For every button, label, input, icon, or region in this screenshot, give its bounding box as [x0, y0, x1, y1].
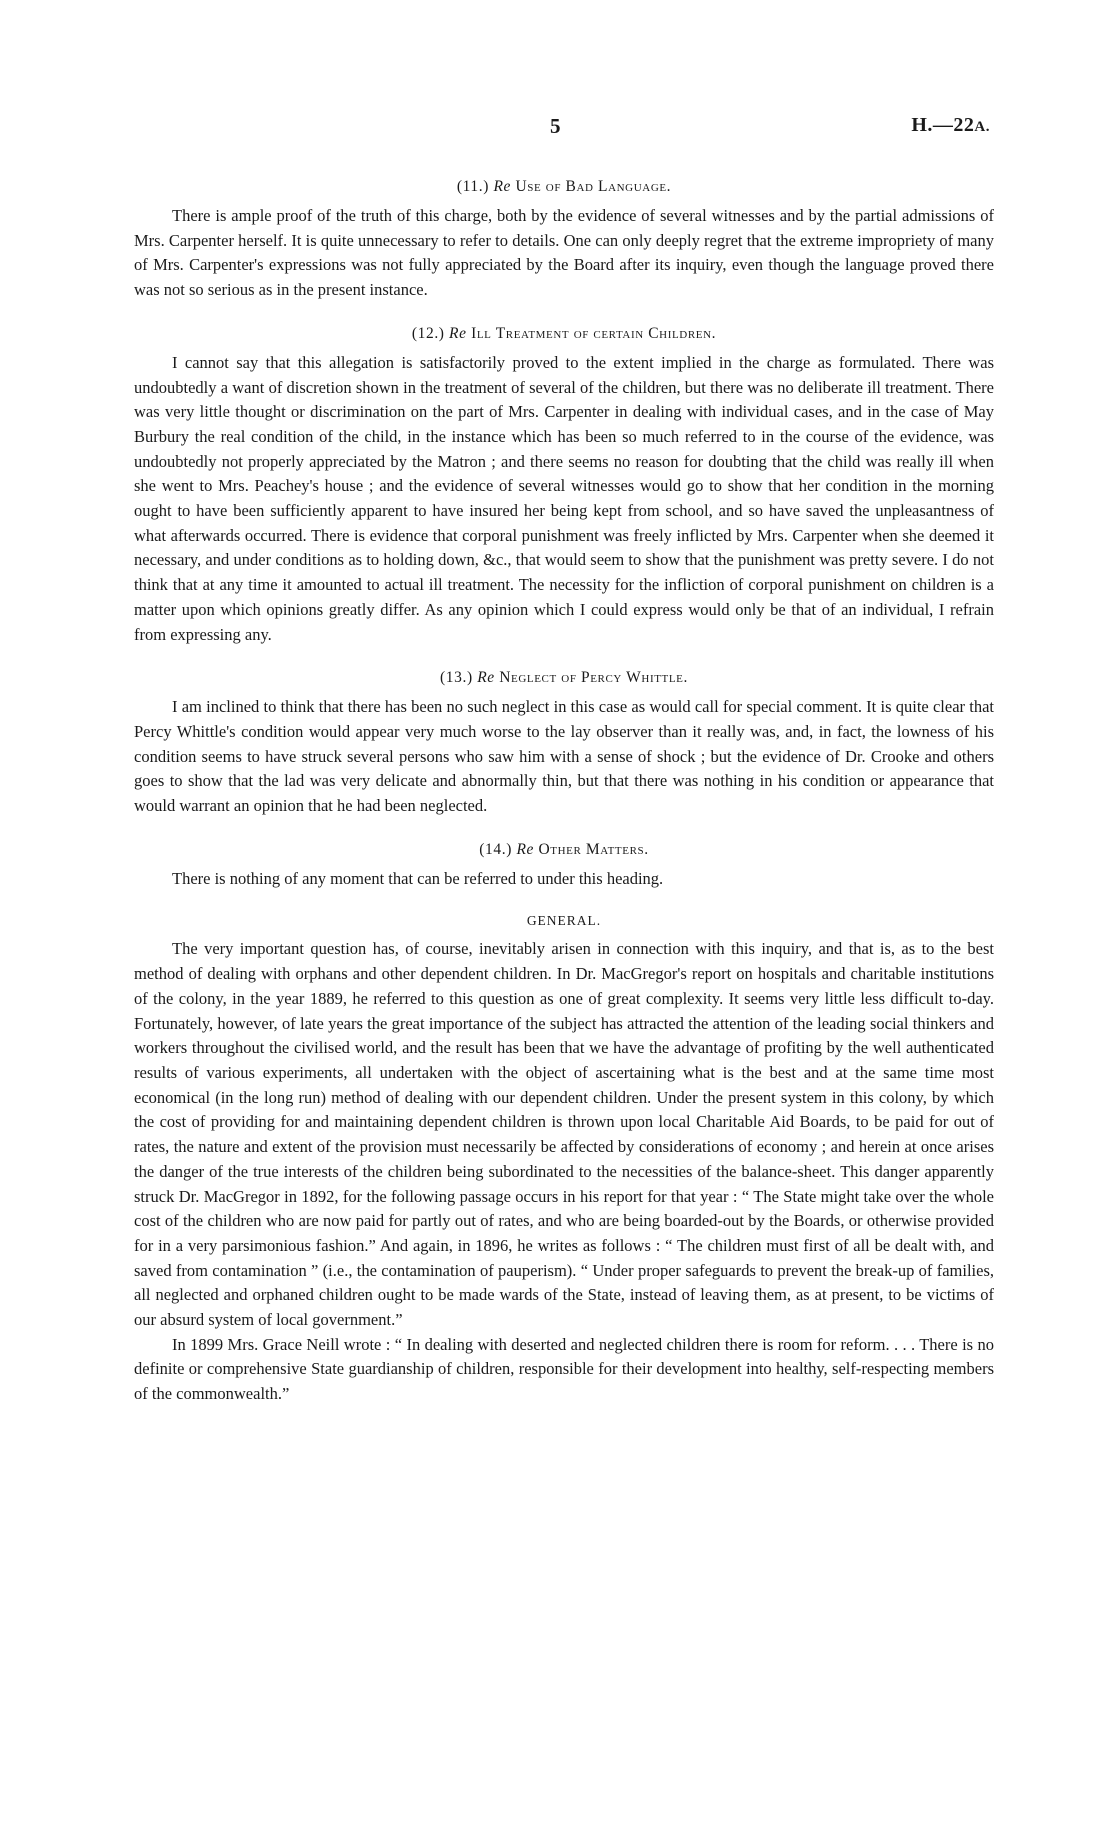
- section-re: Re: [477, 669, 495, 687]
- section-heading: [134, 178, 994, 196]
- section-title: Other Matters.: [538, 840, 649, 858]
- document-reference-main: H.—22: [911, 114, 975, 136]
- section-re: Re: [449, 324, 467, 342]
- page-number: 5: [550, 114, 561, 138]
- paragraph: In 1899 Mrs. Grace Neill wrote : “ In dealing with deserted and neglected children there is room for reform. . . . There is no definite or comprehensive State guardianship of children, responsible for their development into healthy, self-respecting members of the commonwealth.”: [134, 1334, 994, 1404]
- paragraph: I cannot say that this allegation is satisfactorily proved to the extent implied in the charge as formulated. There was undoubtedly a want of discretion shown in the treatment of several of the children, but there was no deliberate ill treatment. There was very little thought or discrimination on the part of Mrs. Carpenter in dealing with individual cases, and in the case of May Burbury the real condition of the child, in the instance which has been so much referred to in the course of the evidence, was undoubtedly not properly appreciated by the Matron ; and there seems no reason for doubting that the child was really ill when she went to Mrs. Peachey's house ; and the evidence of several witnesses would go to show that her condition in the morning ought to have been sufficiently apparent to have insured her being kept from school, and so have saved the unpleasantness of what afterwards occurred. There is evidence that corporal punishment was freely inflicted by Mrs. Carpenter when she deemed it necessary, and under conditions as to holding down, &c., that would seem to show that the punishment was pretty severe. I do not think that at any time it amounted to actual ill treatment. The necessity for the infliction of corporal punishment on children is a matter upon which opinions greatly differ. As any opinion which I could express would only be that of an individual, I refrain from expressing any.: [134, 352, 994, 644]
- document-reference: [911, 114, 990, 137]
- section-title: Neglect of Percy Whittle.: [499, 669, 688, 687]
- paragraph: There is ample proof of the truth of this charge, both by the evidence of several witnesses and by the partial admissions of Mrs. Carpenter herself. It is quite unnecessary to refer to details. One can only deeply regret that the extreme impropriety of many of Mrs. Carpenter's expressions was not fully appreciated by the Board after its inquiry, even though the language proved there was not so serious as in the present instance.: [134, 206, 994, 300]
- section-title: Use of Bad Language.: [515, 178, 672, 195]
- paragraph: The very important question has, of course, inevitably arisen in connection with this inquiry, and that is, as to the best method of dealing with orphans and other dependent children. In Dr. MacGregor's report on hospitals and charitable institutions of the colony, in the year 1889, he referred to this question as one of great complexity. It seems very little less difficult to-day. Fortunately, however, of late years the great importance of the subject has attracted the attention of the leading social thinkers and workers throughout the civilised world, and the result has been that we have the advantage of profiting by the well authenticated results of various experiments, all undertaken with the object of ascertaining what is the best and at the same time most economical (in the long run) method of dealing with our dependent children. Under the present system in this colony, by which the cost of providing for and maintaining dependent children is thrown upon local Charitable Aid Boards, to be paid for out of rates, the nature and extent of the provision must necessarily be affected by considerations of economy ; and herein at once arises the danger of the true interests of the children being subordinated to the necessities of the balance-sheet. This danger apparently struck Dr. MacGregor in 1892, for the following passage occurs in his report for that year : “ The State might take over the whole cost of the children who are now paid for partly out of rates, and who are being boarded-out by the Boards, or otherwise provided for in a very parsimonious fashion.” And again, in 1896, he writes as follows : “ The children must first of all be dealt with, and saved from contamination ” (i.e., the contamination of pauperism). “ Under proper safeguards to prevent the break-up of families, all neglected and orphaned children ought to be made wards of the State, instead of leaving them, as at present, to be victims of our absurd system of local government.”: [134, 939, 994, 1330]
- section-re: Re: [516, 840, 535, 858]
- section-heading: [134, 325, 994, 343]
- section-number: (14.): [479, 840, 512, 858]
- section-re: Re: [493, 178, 511, 195]
- paragraph: There is nothing of any moment that can be referred to under this heading.: [172, 868, 664, 888]
- section-heading: [134, 841, 994, 859]
- paragraph: I am inclined to think that there has been no such neglect in this case as would call for special comment. It is quite clear that Percy Whittle's condition would appear very much worse to the lay observer than it really was, and, in fact, the lowness of his condition seems to have struck several persons who saw him with a sense of shock ; but the evidence of Dr. Crooke and others goes to show that the lad was very delicate and abnormally thin, but that there was nothing in his condition or appearance that would warrant an opinion that he had been neglected.: [134, 697, 994, 816]
- section-number: (12.): [411, 324, 445, 342]
- section-number: (11.): [456, 178, 489, 195]
- section-title: Ill Treatment of certain Children.: [471, 324, 717, 342]
- document-reference-suffix: A.: [974, 119, 990, 135]
- page-header: [0, 114, 1114, 144]
- section-heading: [134, 669, 994, 687]
- page-body: [134, 178, 994, 1407]
- general-heading: GENERAL.: [526, 913, 602, 929]
- section-number: (13.): [440, 669, 473, 687]
